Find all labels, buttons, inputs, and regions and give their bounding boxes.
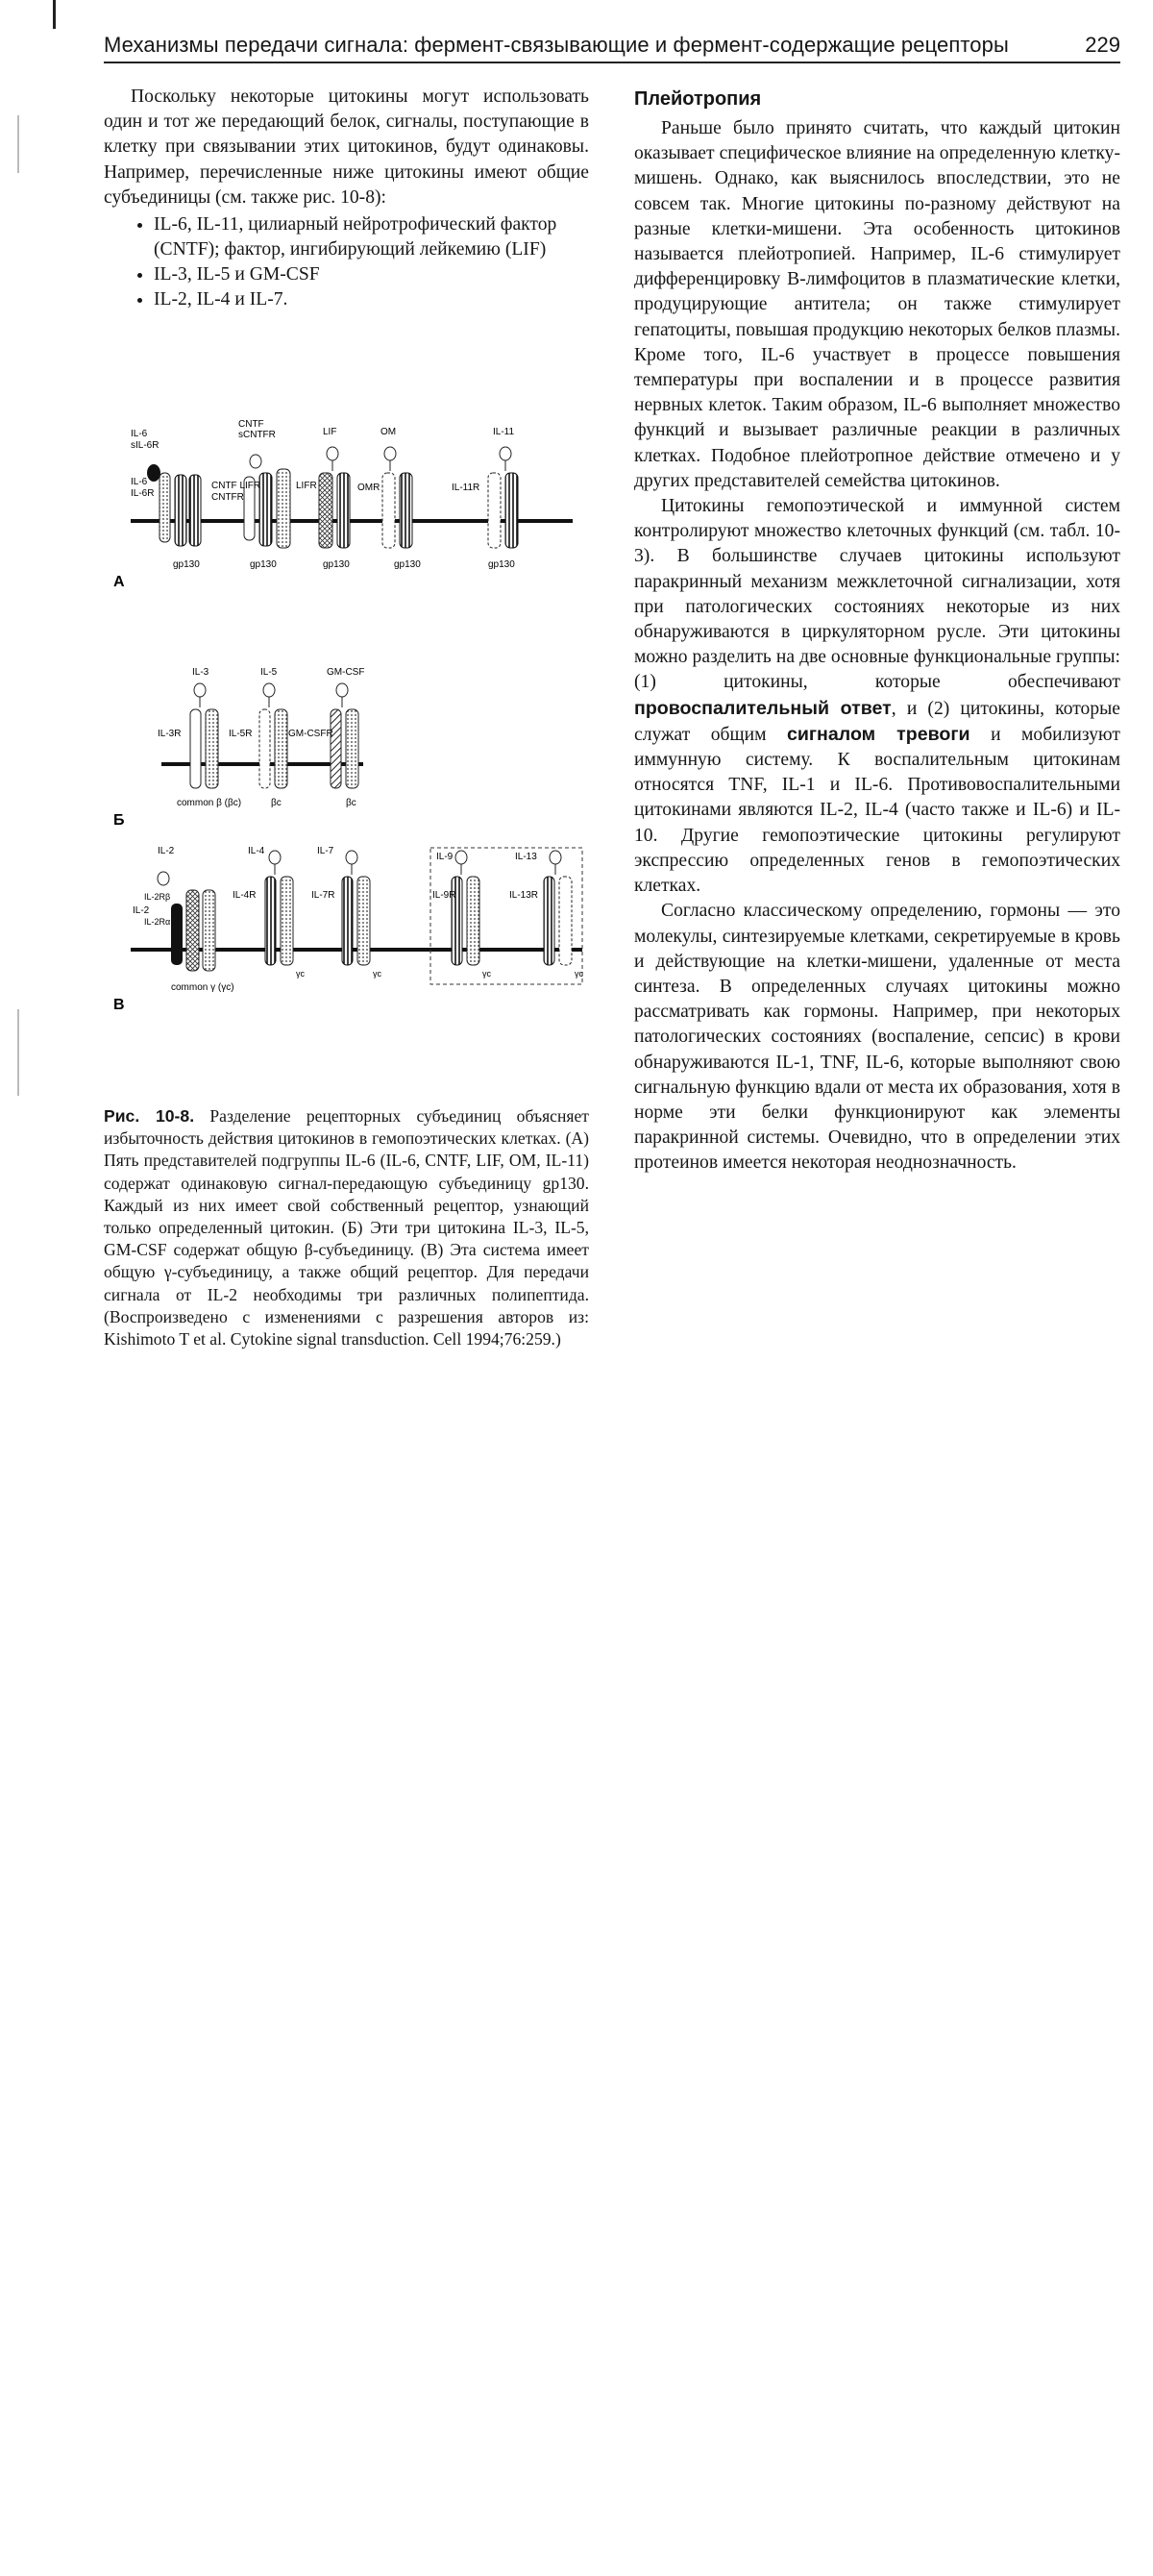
label-sil6r: sIL-6R <box>131 440 159 451</box>
il6-ligand-shape <box>147 464 160 482</box>
cytokine-list <box>104 212 589 312</box>
il11-ligand-shape <box>500 447 511 460</box>
label-il2rb: IL-2Rβ <box>144 892 171 902</box>
bold-term: провоспалительный ответ <box>634 697 892 719</box>
label-il7: IL-7 <box>317 846 334 856</box>
label-il11r: IL-11R <box>452 483 480 493</box>
left-column <box>104 85 589 312</box>
bold-term: сигналом тревоги <box>786 723 970 745</box>
section-heading: Плейотропия <box>634 88 762 110</box>
gamma-common-shape <box>357 877 370 965</box>
right-column <box>634 85 1120 1177</box>
label-il9: IL-9 <box>436 852 454 862</box>
label-il13: IL-13 <box>515 852 537 862</box>
label-bc: βc <box>271 798 282 808</box>
label-il3: IL-3 <box>192 667 209 678</box>
cntf-ligand-shape <box>250 455 261 468</box>
label-bc: βc <box>346 798 356 808</box>
beta-common-shape <box>206 709 218 788</box>
label-il11: IL-11 <box>493 427 515 437</box>
label-gmcsfr: GM-CSFR <box>288 729 333 739</box>
scan-artifact <box>17 1009 19 1096</box>
label-lifr: LIFR <box>296 481 317 491</box>
il5-ligand-shape <box>263 683 275 697</box>
text-run: , и (2) цитокины, которые служат общим <box>634 698 1121 745</box>
label-il9r: IL-9R <box>432 890 456 901</box>
label-common-gamma: common γ (γc) <box>171 982 234 993</box>
figure-caption <box>104 1105 589 1350</box>
panel-letter-a: А <box>113 574 125 590</box>
text-run: Цитокины гемопоэтической и иммунной систем контролируют множество клеточных функций (см. табл. 10-3). В большинстве случаев цитокины используют паракринный механизм межклеточной сигнализации, хотя при патологических состояниях некоторые из них обнаруживаются в циркуляторном русле. Эти цитокины можно разделить на две основные функциональные группы: (1) цитокины, которые обеспечивают <box>634 496 1120 693</box>
figure-10-8 <box>104 413 603 1086</box>
omr-shape <box>382 473 395 548</box>
gp130-shape <box>505 473 518 548</box>
list-item: • IL-6, IL-11, цилиарный нейротрофический фактор (CNTF); фактор, ингибирующий лейкемию (LIF) <box>154 212 589 262</box>
list-item: • IL-3, IL-5 и GM-CSF <box>154 262 589 287</box>
page-number: 229 <box>1085 33 1120 57</box>
il7r-shape <box>342 877 353 965</box>
om-ligand-shape <box>384 447 396 460</box>
receptor-diagram <box>104 413 603 1086</box>
il5r-shape <box>259 709 270 788</box>
il4-ligand-shape <box>269 851 281 864</box>
il7-ligand-shape <box>346 851 357 864</box>
paragraph-hormones: Согласно классическому определению, гормоны — это молекулы, синтезируемые клетками, секретируемые в кровь и действующие на клетки-мишени, удаленные от места синтеза. В определенных случаях цитокины можно рассматривать как гормоны. Например, при некоторых патологических состояниях (воспаление, сепсис) в крови обнаруживаются IL-1, TNF, IL-6, которые выполняют свою сигнальную функцию вдали от места их образования, хотя в норме эти белки функционируют как элементы паракринной системы. Очевидно, что в определении этих протеинов имеется некоторая неоднозначность. <box>634 901 1120 1174</box>
label-cntf-lifr: CNTF LIFR <box>211 481 261 491</box>
il3r-shape <box>190 709 201 788</box>
label-il4: IL-4 <box>248 846 265 856</box>
panel-letter-c: В <box>113 997 125 1013</box>
list-item: • IL-2, IL-4 и IL-7. <box>154 287 589 312</box>
lifr-shape <box>319 473 332 548</box>
label-common-beta: common β (βc) <box>177 798 242 808</box>
label-il6: IL-6 <box>131 429 148 439</box>
label-il6r: IL-6R <box>131 488 155 499</box>
gp130-shape <box>189 475 201 546</box>
gamma-common-shape <box>203 890 215 971</box>
panel-c <box>113 846 584 1013</box>
label-gc: γc <box>296 969 305 978</box>
running-head-title: Механизмы передачи сигнала: фермент-связывающие и фермент-содержащие рецепторы <box>104 33 1009 57</box>
caption-text: Разделение рецепторных субъединиц объясняет избыточность действия цитокинов в гемопоэтических клетках. (А) Пять представителей подгруппы IL-6 (IL-6, CNTF, LIF, OM, IL-11) содержат одинаковую сигнал-передающую субъединицу gp130. Каждый из них имеет свой собственный рецептор, узнающий только определенный цитокин. (Б) Эти три цитокина IL-3, IL-5, GM-CSF содержат общую β-субъединицу. (В) Эта система имеет общую γ-субъединицу, а также общий рецептор. Для передачи сигнала от IL-2 необходимы три различных полипептида. (Воспроизведено с изменениями с разрешения авторов из: Kishimoto T et al. Cytokine signal transduction. Cell 1994;76:259.) <box>104 1106 589 1350</box>
label-cntf: CNTF <box>238 419 264 430</box>
gamma-common-shape <box>281 877 293 965</box>
label-il13r: IL-13R <box>509 890 539 901</box>
label-om: OM <box>380 427 397 437</box>
lifr-shape <box>277 469 290 548</box>
gp130-label: gp130 <box>488 559 515 570</box>
gp130-shape <box>400 473 412 548</box>
running-head <box>104 29 1120 63</box>
panel-a <box>113 419 573 590</box>
il13r-shape <box>544 877 554 965</box>
gmcsf-ligand-shape <box>336 683 348 697</box>
gp130-label: gp130 <box>394 559 421 570</box>
panel-b <box>113 667 364 829</box>
label-lif: LIF <box>323 427 337 437</box>
label-cntfr: CNTFR <box>211 492 244 503</box>
label-gc: γc <box>482 969 491 978</box>
il13-ligand-shape <box>550 851 561 864</box>
scan-artifact <box>17 115 19 173</box>
label-scntfr: sCNTFR <box>238 430 276 440</box>
gp130-shape <box>337 473 350 548</box>
label-il7r: IL-7R <box>311 890 335 901</box>
gp130-shape <box>175 475 186 546</box>
il13-partner-shape <box>559 877 572 965</box>
beta-common-shape <box>275 709 287 788</box>
intro-paragraph: Поскольку некоторые цитокины могут использовать один и тот же передающий белок, сигналы, поступающие в клетку при связывании этих цитокинов, будут одинаковы. Например, перечисленные ниже цитокины имеют общие субъединицы (см. также рис. 10-8): <box>104 87 589 208</box>
paragraph-pleiotropy: Раньше было принято считать, что каждый цитокин оказывает специфическое влияние на определенную клетку-мишень. Однако, как выяснилось впоследствии, это не совсем так. Многие цитокины по-разному действуют на разные клетки-мишени. Эта особенность цитокинов называется плейотропией. Например, IL-6 стимулирует дифференцировку В-лимфоцитов в плазматические клетки, продуцирующие антитела; он также стимулирует гепатоциты, повышая продукцию некоторых белков плазмы. Кроме того, IL-6 участвует в процессе повышения температуры при воспалении и в процессе развития нервных клеток. Таким образом, IL-6 выполняет множество функций и вызывает различные реакции в различных клетках. Подобное плейотропное действие отмечено и у других представителей семейства цитокинов. <box>634 118 1120 491</box>
label-gc: γc <box>575 969 583 978</box>
label-il5: IL-5 <box>260 667 278 678</box>
il6r-shape <box>159 473 170 542</box>
label-gmcsf: GM-CSF <box>327 667 365 678</box>
gp130-label: gp130 <box>173 559 200 570</box>
panel-letter-b: Б <box>113 812 125 829</box>
gmcsfr-shape <box>331 709 341 788</box>
il2-ligand-shape <box>158 872 169 885</box>
label-il6-2: IL-6 <box>131 477 148 487</box>
label-gc: γc <box>373 969 381 978</box>
label-il2: IL-2 <box>158 846 175 856</box>
gp130-shape <box>259 473 272 546</box>
lif-ligand-shape <box>327 447 338 460</box>
il2ra-shape <box>171 904 183 965</box>
label-il2ra: IL-2Rα <box>144 917 171 927</box>
page-edge-mark <box>53 0 56 29</box>
il3-ligand-shape <box>194 683 206 697</box>
il4r-shape <box>265 877 276 965</box>
label-il4r: IL-4R <box>233 890 257 901</box>
il9-ligand-shape <box>455 851 467 864</box>
paragraph-cytokine-groups <box>634 494 1120 899</box>
il2rb-shape <box>186 890 199 971</box>
beta-common-shape <box>346 709 358 788</box>
label-il2-side: IL-2 <box>133 905 150 916</box>
caption-lead: Рис. 10-8. <box>104 1106 195 1126</box>
gp130-label: gp130 <box>250 559 277 570</box>
text-run: и мобилизуют иммунную систему. К воспалительным цитокинам относятся TNF, IL-1 и IL-6. Противовоспалительными цитокинами являются IL-2, IL-4 (часто также и IL-6) и IL-10. Другие гемопоэтические цитокины регулируют экспрессию определенных генов в гемопоэтических клетках. <box>634 724 1120 897</box>
label-omr: OMR <box>357 483 380 493</box>
gamma-common-shape <box>467 877 479 965</box>
il11r-shape <box>488 473 501 548</box>
gp130-label: gp130 <box>323 559 350 570</box>
label-il5r: IL-5R <box>229 729 253 739</box>
label-il3r: IL-3R <box>158 729 182 739</box>
